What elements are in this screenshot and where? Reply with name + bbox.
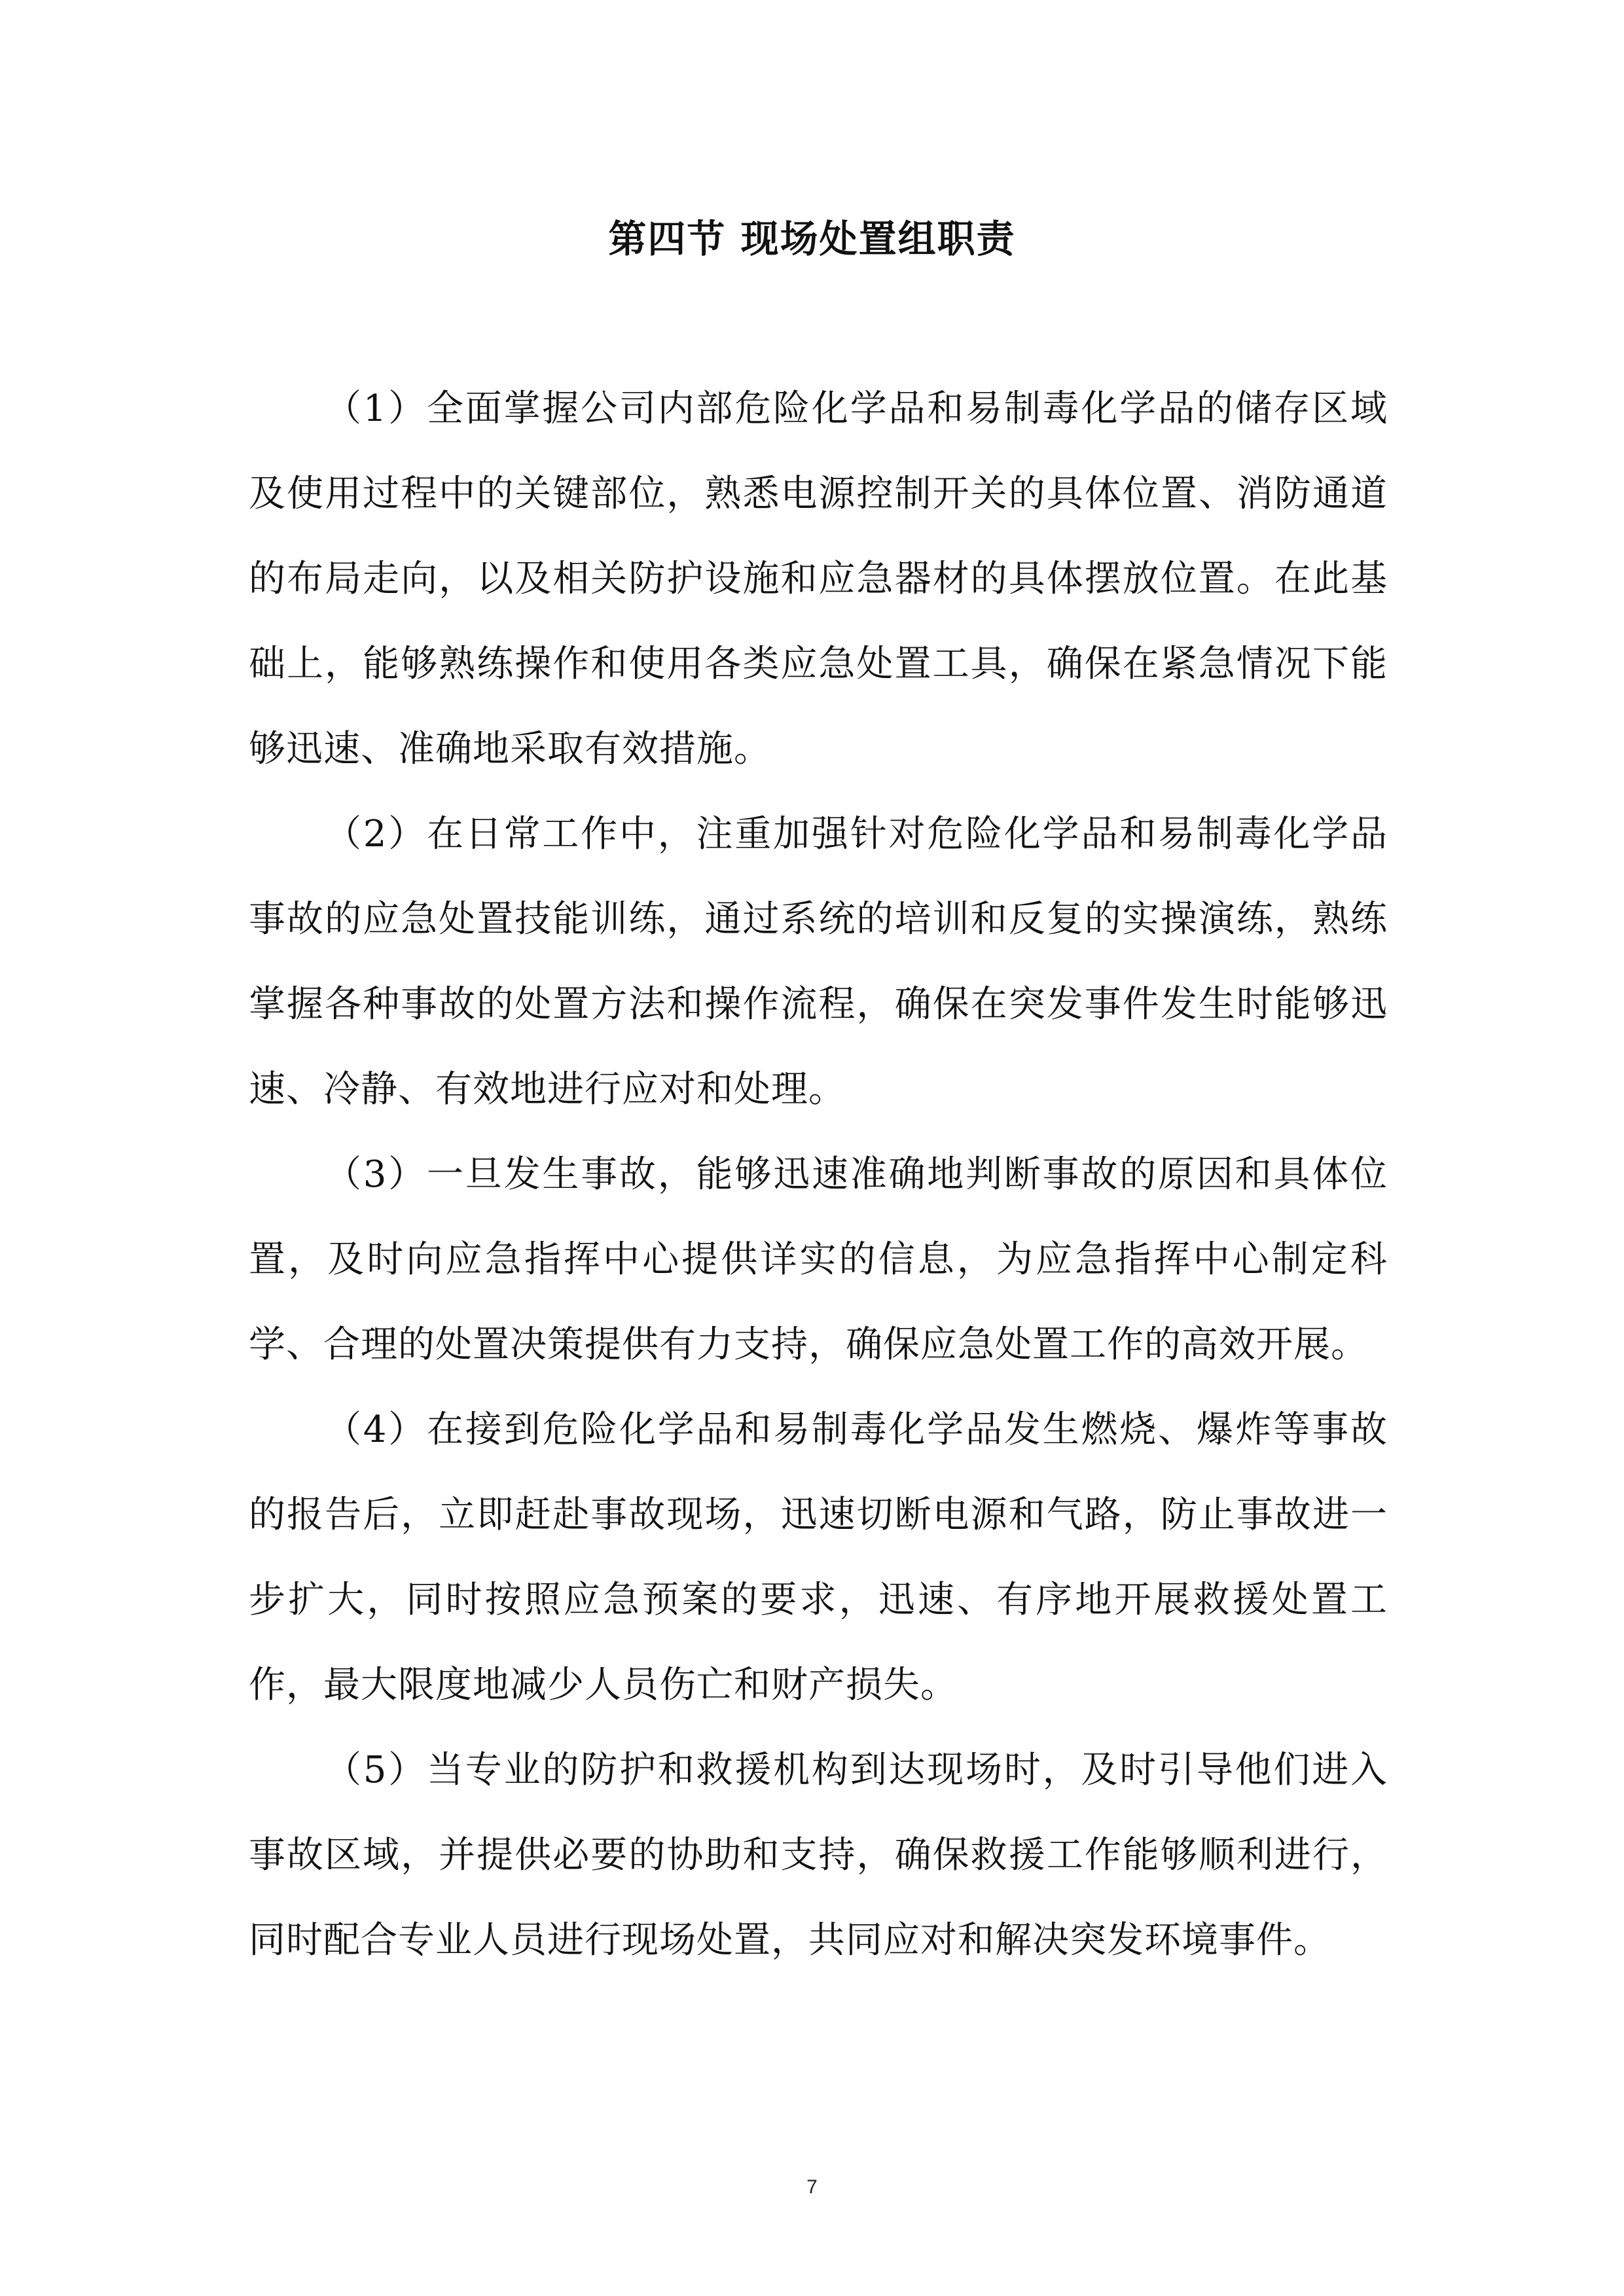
paragraph-5: （5）当专业的防护和救援机构到达现场时，及时引导他们进入事故区域，并提供必要的协助和支持，确保救援工作能够顺利进行，同时配合专业人员进行现场处置，共同应对和解决突发环境事件。 xyxy=(249,1749,1388,1962)
paragraph-3: （3）一旦发生事故，能够迅速准确地判断事故的原因和具体位置，及时向应急指挥中心提供详实的信息，为应急指挥中心制定科学、合理的处置决策提供有力支持，确保应急处置工作的高效开展。 xyxy=(249,1153,1388,1366)
paragraph-2: （2）在日常工作中，注重加强针对危险化学品和易制毒化学品事故的应急处置技能训练，通过系统的培训和反复的实操演练，熟练掌握各种事故的处置方法和操作流程，确保在突发事件发生时能够迅速、冷静、有效地进行应对和处理。 xyxy=(249,813,1388,1111)
section-title: 第四节 现场处置组职责 xyxy=(608,217,1016,261)
paragraph-4: （4）在接到危险化学品和易制毒化学品发生燃烧、爆炸等事故的报告后，立即赶赴事故现场，迅速切断电源和气路，防止事故进一步扩大，同时按照应急预案的要求，迅速、有序地开展救援处置工作，最大限度地减少人员伤亡和财产损失。 xyxy=(249,1408,1388,1706)
page-number: 7 xyxy=(806,2176,818,2198)
paragraph-1: （1）全面掌握公司内部危险化学品和易制毒化学品的储存区域及使用过程中的关键部位，熟悉电源控制开关的具体位置、消防通道的布局走向，以及相关防护设施和应急器材的具体摆放位置。在此基础上，能够熟练操作和使用各类应急处置工具，确保在紧急情况下能够迅速、准确地采取有效措施。 xyxy=(249,387,1388,770)
body-text xyxy=(249,367,1388,1983)
